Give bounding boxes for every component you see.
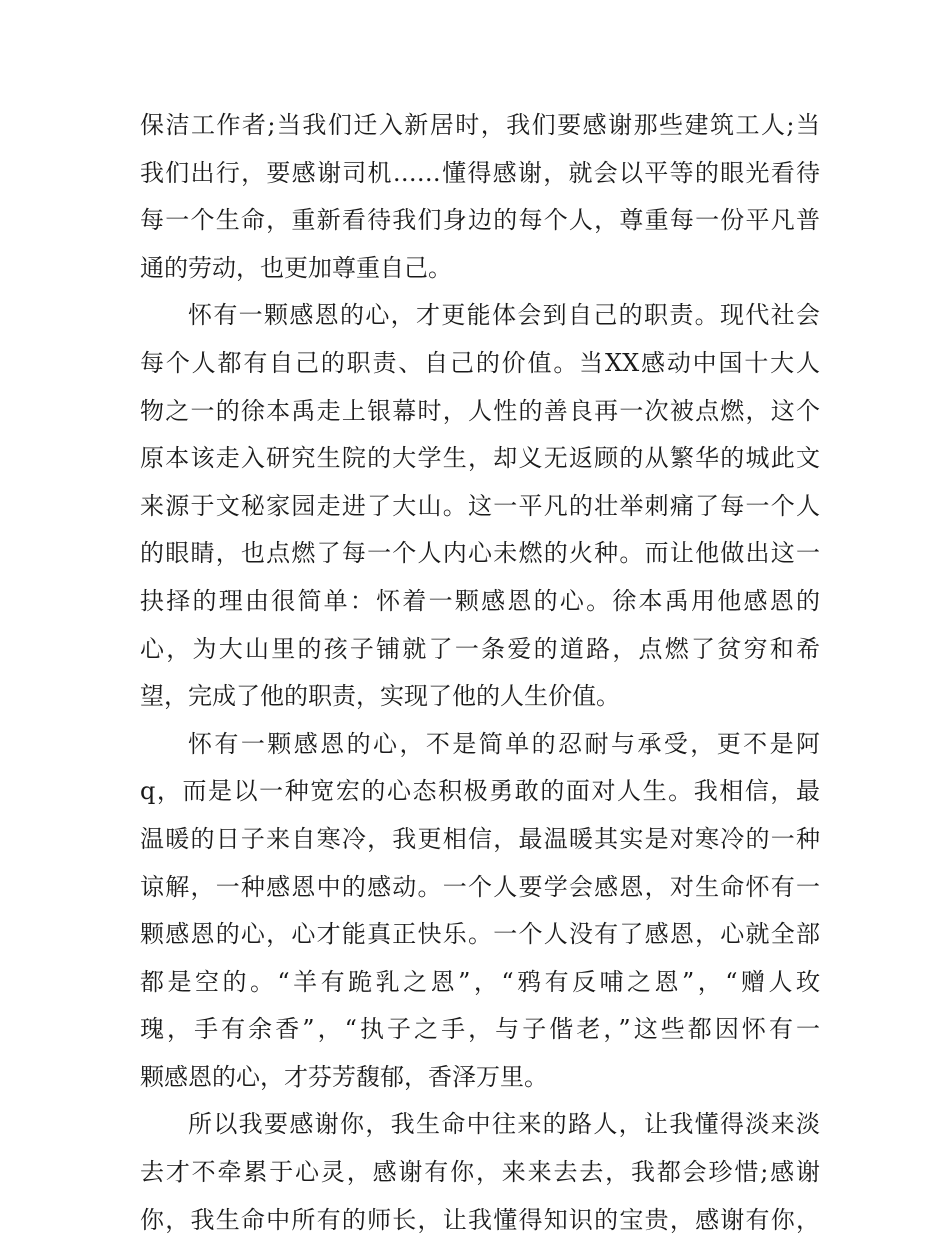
paragraph <box>140 721 820 1102</box>
text-line: 原本该走入研究生院的大学生，却义无返顾的从繁华的城此文 <box>140 444 820 473</box>
text-line: 去才不牵累于心灵，感谢有你，来来去去，我都会珍惜;感谢 <box>140 1158 820 1187</box>
text-line: 通的劳动，也更加尊重自己。 <box>140 253 452 282</box>
text-line: 你，我生命中所有的师长，让我懂得知识的宝贵，感谢有你， <box>140 1205 820 1234</box>
text-line: q，而是以一种宽宏的心态积极勇敢的面对人生。我相信，最 <box>140 777 820 806</box>
text-line: 心，为大山里的孩子铺就了一条爱的道路，点燃了贫穷和希 <box>140 634 820 663</box>
text-line: 抉择的理由很简单：怀着一颗感恩的心。徐本禹用他感恩的 <box>140 586 820 615</box>
text-line: 都是空的。“羊有跪乳之恩”，“鸦有反哺之恩”，“赠人玫 <box>140 967 820 996</box>
text-line: 的眼睛，也点燃了每一个人内心未燃的火种。而让他做出这一 <box>140 539 820 568</box>
text-line: 谅解，一种感恩中的感动。一个人要学会感恩，对生命怀有一 <box>140 872 820 901</box>
text-line: 保洁工作者;当我们迁入新居时，我们要感谢那些建筑工人;当 <box>140 111 820 139</box>
text-line: 颗感恩的心，才芬芳馥郁，香泽万里。 <box>140 1062 548 1091</box>
text-line: 颗感恩的心，心才能真正快乐。一个人没有了感恩，心就全部 <box>140 920 820 949</box>
text-line: 所以我要感谢你，我生命中往来的路人，让我懂得淡来淡 <box>188 1110 820 1139</box>
text-line: 望，完成了他的职责，实现了他的人生价值。 <box>140 682 620 711</box>
paragraph <box>140 1101 820 1244</box>
text-line: 温暖的日子来自寒冷，我更相信，最温暖其实是对寒冷的一种 <box>140 824 820 853</box>
text-line: 来源于文秘家园走进了大山。这一平凡的壮举刺痛了每一个人 <box>140 491 820 520</box>
text-line: 瑰，手有余香”，“执子之手，与子偕老，”这些都因怀有一 <box>140 1015 820 1044</box>
body-text <box>140 102 820 1244</box>
text-line: 我们出行，要感谢司机……懂得感谢，就会以平等的眼光看待 <box>140 158 820 187</box>
text-line: 物之一的徐本禹走上银幕时，人性的善良再一次被点燃，这个 <box>140 396 820 425</box>
text-line: 怀有一颗感恩的心，不是简单的忍耐与承受，更不是阿 <box>188 729 820 758</box>
text-line: 怀有一颗感恩的心，才更能体会到自己的职责。现代社会 <box>188 301 820 330</box>
text-line: 每个人都有自己的职责、自己的价值。当XX感动中国十大人 <box>140 348 820 377</box>
paragraph <box>140 292 820 720</box>
paragraph <box>140 102 820 292</box>
text-line: 每一个生命，重新看待我们身边的每个人，尊重每一份平凡普 <box>140 206 820 235</box>
